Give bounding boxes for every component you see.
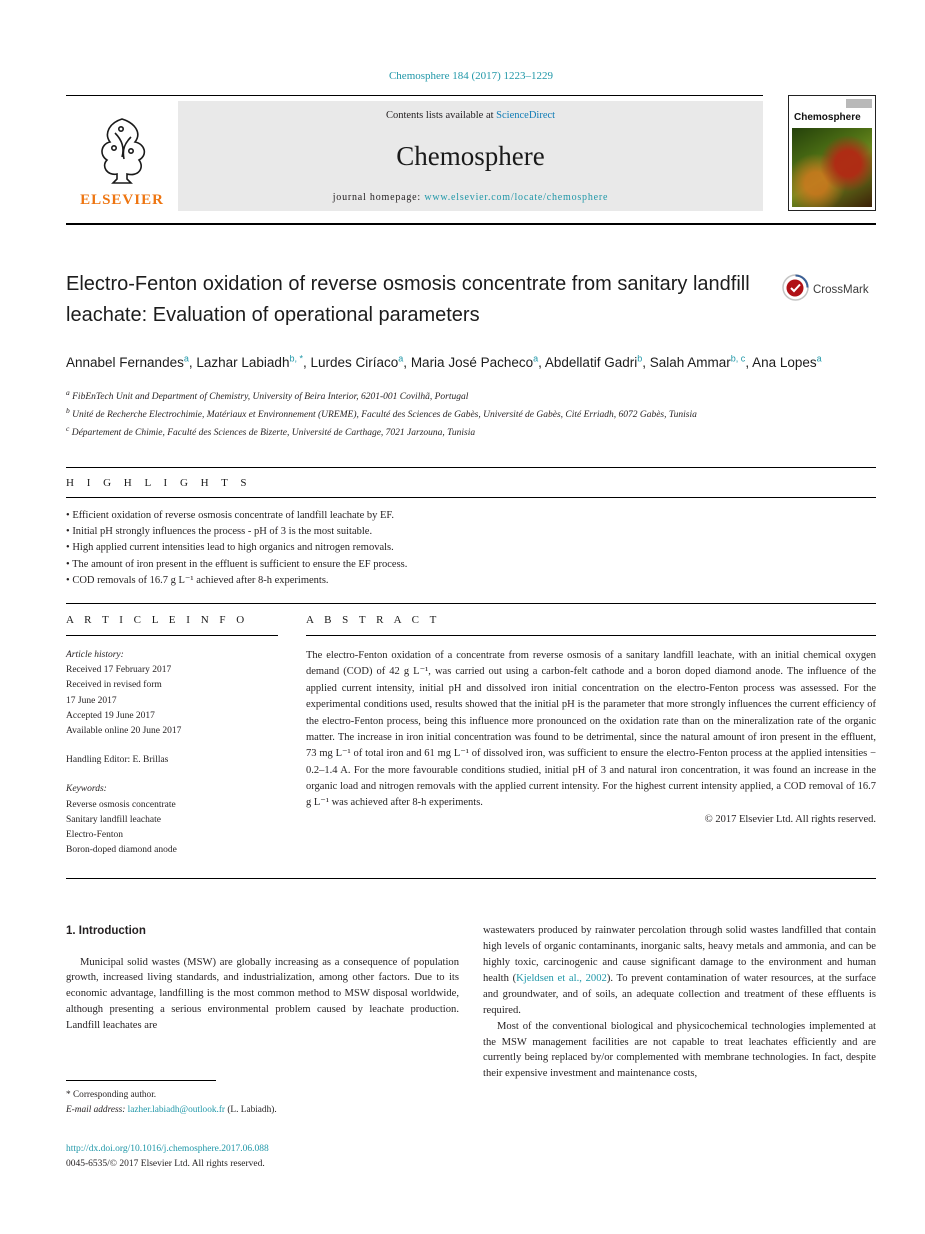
email-suffix: (L. Labiadh). <box>225 1104 277 1115</box>
section-heading-introduction: 1. Introduction <box>66 925 146 938</box>
contents-prefix: Contents lists available at <box>385 110 497 121</box>
crossmark-label: CrossMark <box>813 284 869 296</box>
journal-header-main <box>66 95 763 211</box>
highlight-item: • The amount of iron present in the effluent is sufficient to ensure the EF process. <box>66 557 876 573</box>
email-line <box>66 1103 459 1118</box>
crossmark-icon <box>782 274 809 306</box>
intro-paragraph: Municipal solid wastes (MSW) are globally increasing as a consequence of population growth, increased living standards, and industrialization, among other factors. Due to its economic advantage, landfilling is the most common method to MSW disposal worldwide, although presenting a serious environmental problem caused by leachate production. Landfill leachates are <box>66 956 459 1032</box>
history-entry: Available online 20 June 2017 <box>66 725 182 736</box>
journal-header <box>66 95 876 211</box>
abstract-heading: A B S T R A C T <box>306 604 876 636</box>
highlights-heading-divider <box>66 497 876 498</box>
keyword: Reverse osmosis concentrate <box>66 799 176 810</box>
elsevier-wordmark: ELSEVIER <box>80 192 164 208</box>
history-entry: 17 June 2017 <box>66 695 117 706</box>
email-link[interactable]: lazher.labiadh@outlook.fr <box>127 1104 226 1115</box>
meta-section <box>66 603 876 879</box>
history-entry: Received 17 February 2017 <box>66 665 172 676</box>
author: Salah Ammar$^{b, c}$, <box>649 353 753 370</box>
highlights-list <box>66 508 876 589</box>
author: Lazhar Labiadh$^{b, *}$, <box>196 353 311 370</box>
highlight-item: • COD removals of 16.7 g L⁻¹ achieved after 8-h experiments. <box>66 573 876 589</box>
page-title: Electro-Fenton oxidation of reverse osmosis concentrate from sanitary landfill leachate: Evaluation of operational parameters <box>66 273 750 326</box>
journal-homepage-link[interactable]: www.elsevier.com/locate/chemosphere <box>424 192 609 203</box>
article-info-heading: A R T I C L E I N F O <box>66 604 278 636</box>
abstract-column <box>306 604 876 858</box>
author: Ana Lopes$^a$ <box>752 353 822 370</box>
doi-block <box>66 1142 459 1172</box>
footnote-divider <box>66 1080 216 1081</box>
affiliation: $^a$ FibEnTech Unit and Department of Chemistry, University of Beira Interior, 6201-001 Covilhã, Portugal <box>66 388 469 403</box>
cover-artwork <box>792 128 872 207</box>
footnote-block <box>66 1080 459 1118</box>
corresponding-author-note: * Corresponding author. <box>66 1090 157 1100</box>
email-label: E-mail address: <box>66 1104 128 1115</box>
keyword: Boron-doped diamond anode <box>66 845 177 856</box>
abstract-text: The electro-Fenton oxidation of a concentrate from reverse osmosis of a sanitary landfill leachate, with an initial chemical oxygen demand (COD) of 42 g L⁻¹, was carried out using a carbon-felt cathode and a boron doped diamond anode. The influence of the applied current intensity, initial pH and dissolved iron initial concentration on the electro-Fenton process was assessed. For the experimental conditions used, results showed that the initial pH is the parameter that more strongly influences the current efficiency of the electro-Fenton process, being this influence more pronounced on the oxidation rate than on the mineralization rate of the organic matter. The increase in iron initial concentration was found to be detrimental, since the natural amount of iron present in the effluent, 73 mg L⁻¹ of total iron and 61 mg L⁻¹ of dissolved iron, was sufficient to ensure the electro-Fenton process at the applied intensities − 0.2–1.4 A. For the more favourable conditions studied, initial pH of 3 and natural iron concentration, it was found an increase in the organic load and nitrogen removals with the applied current intensity. For the highest current intensity applied, a COD removal of 16.7 g L⁻¹ was achieved after 8-h experiments. <box>306 650 876 809</box>
cover-barcode <box>846 99 872 108</box>
highlight-item: • High applied current intensities lead to high organics and nitrogen removals. <box>66 540 876 556</box>
highlight-item: • Efficient oxidation of reverse osmosis concentrate of landfill leachate by EF. <box>66 508 876 524</box>
body-paragraph: wastewaters produced by rainwater percolation through solid wastes landfilled that contain high levels of organic contaminants, inorganic salts, heavy metals and ammonia, and can be highly toxic, carcinogenic and cause significant damage to the environment and human health (Kjeldsen et al., 2002). To prevent contamination of water resources, at the surface and groundwater, and of soils, an adequate collection and treatment of these effluents is required. <box>483 925 876 1016</box>
elsevier-logo <box>66 101 178 211</box>
abstract-copyright: © 2017 Elsevier Ltd. All rights reserved. <box>704 813 876 825</box>
sciencedirect-link[interactable]: ScienceDirect <box>496 110 556 121</box>
issn-copyright-line: 0045-6535/© 2017 Elsevier Ltd. All rights reserved. <box>66 1158 265 1169</box>
doi-link[interactable]: http://dx.doi.org/10.1016/j.chemosphere.2017.06.088 <box>66 1143 269 1154</box>
cover-journal-title: Chemosphere <box>794 112 861 123</box>
keyword: Electro-Fenton <box>66 829 123 840</box>
homepage-line <box>178 192 763 203</box>
affiliation-list <box>66 387 876 441</box>
keyword: Sanitary landfill leachate <box>66 814 161 825</box>
journal-title: Chemosphere <box>396 141 545 171</box>
handling-editor: Handling Editor: E. Brillas <box>66 755 169 766</box>
body-paragraph: Most of the conventional biological and physicochemical technologies implemented at the MSW management facilities are not capable to treat leachates efficiently and are currently being replaced by/or complemented with membrane technologies. In fact, despite their expensive investment and maintenance costs, <box>483 1020 876 1080</box>
author-list <box>66 351 876 373</box>
citation-link-kjeldsen[interactable]: Kjeldsen et al., 2002 <box>516 972 607 984</box>
title-block <box>66 269 876 331</box>
highlight-item: • Initial pH strongly influences the process - pH of 3 is the most suitable. <box>66 524 876 540</box>
author: Annabel Fernandes$^a$, <box>66 353 197 370</box>
highlights-heading: H I G H L I G H T S <box>66 476 252 489</box>
elsevier-tree-icon <box>91 115 153 190</box>
journal-banner <box>178 101 763 211</box>
keywords-label: Keywords: <box>66 784 107 795</box>
crossmark-badge[interactable] <box>782 275 876 305</box>
homepage-prefix: journal homepage: <box>332 192 425 203</box>
author: Maria José Pacheco$^a$, <box>410 353 545 370</box>
author: Lurdes Ciríaco$^a$, <box>310 353 411 370</box>
body-column-left <box>66 923 459 1172</box>
body-text <box>66 923 876 1172</box>
history-label: Article history: <box>66 650 124 661</box>
journal-cover-thumbnail <box>788 95 876 211</box>
affiliation: $^b$ Unité de Recherche Electrochimie, Matériaux et Environnement (UREME), Faculté des Sciences de Gabès, Université de Gabès, Cité Erriadh, 6072 Gabès, Tunisia <box>66 405 697 421</box>
history-entry: Accepted 19 June 2017 <box>66 710 155 721</box>
header-divider <box>66 223 876 225</box>
author: Abdellatif Gadri$^b$, <box>544 353 650 370</box>
journal-citation-link[interactable]: Chemosphere 184 (2017) 1223–1229 <box>388 70 554 82</box>
article-info-column <box>66 604 278 858</box>
history-entry: Received in revised form <box>66 680 162 691</box>
contents-line <box>178 110 763 121</box>
body-column-right <box>483 923 876 1172</box>
affiliation: $^c$ Département de Chimie, Faculté des Sciences de Bizerte, Université de Carthage, 7021 Jarzouna, Tunisia <box>66 423 476 438</box>
